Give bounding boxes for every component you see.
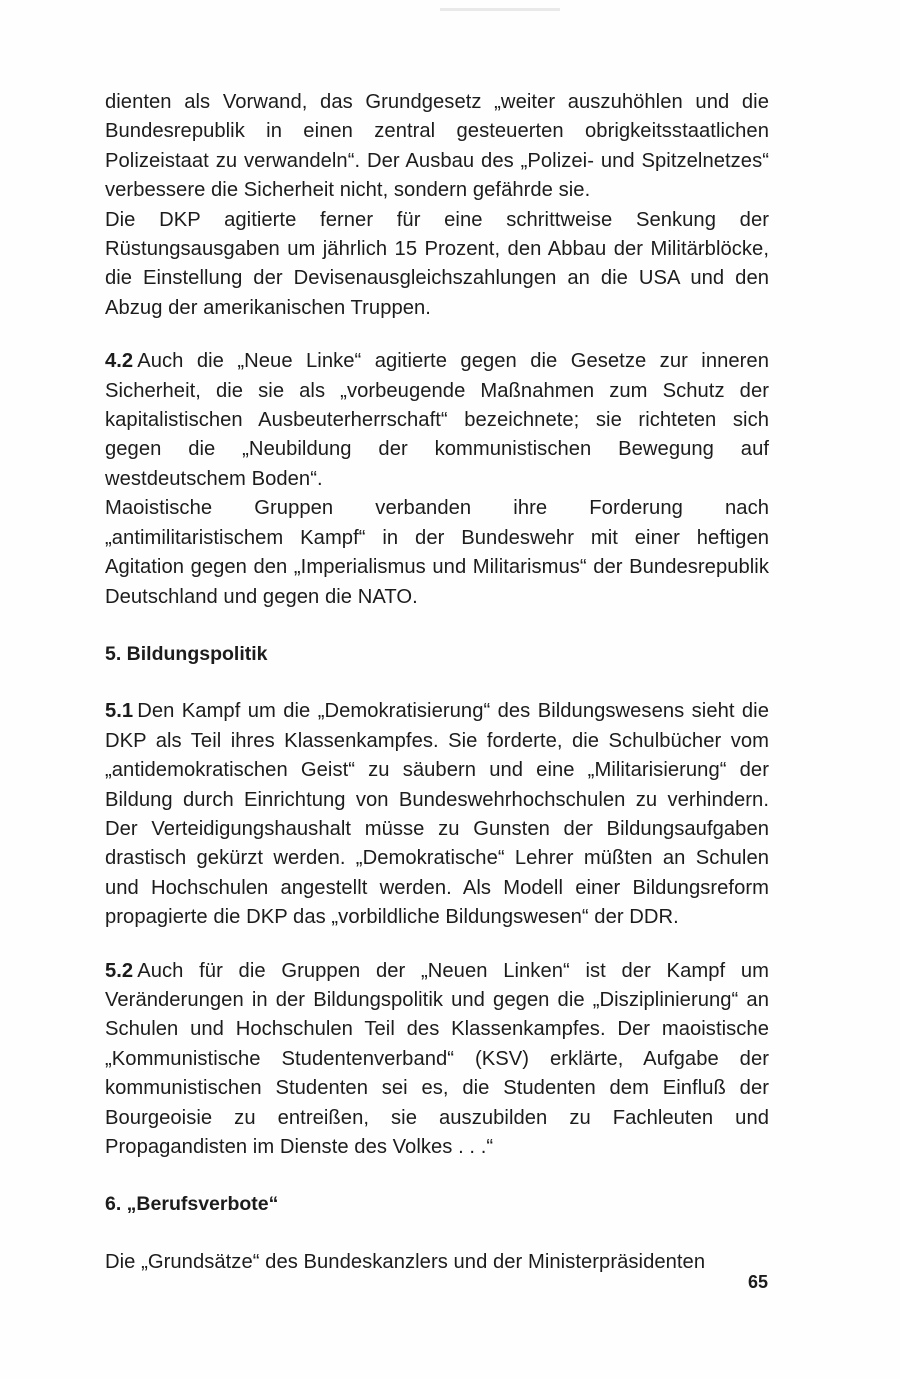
spacer — [105, 669, 769, 697]
paragraph-dkp-demands: Die DKP agitierte ferner für eine schrittweise Senkung der Rüstungsausgaben um jährlich 15 Prozent, den Abbau der Militärblöcke, die Einstellung der Devisenausgleichszahlungen an die USA und den Abzug der amerikanischen Truppen. — [105, 208, 769, 319]
section-5-2-text: Auch für die Gruppen der „Neuen Linken“ ist der Kampf um Veränderungen in der Bildungspolitik und gegen die „Disziplinierung“ an Schulen und Hochschulen Teil des Klassenkampfes. Der maoistische „Kommunistische Studentenverband“ (KSV) erklärte, Aufgabe der kommunistischen Studenten sei es, die Studenten dem Einfluß der Bourgeoisie zu entreißen, sie auszubilden zu Fachleuten und Propagandisten im Dienste des Volkes . . .“ — [105, 959, 769, 1158]
section-number: 4.2 — [105, 350, 134, 373]
text-column — [105, 88, 769, 1277]
section-4-2 — [105, 347, 769, 494]
spacer — [105, 933, 769, 957]
paragraph-grundsaetze: Die „Grundsätze“ des Bundeskanzlers und der Ministerpräsidenten — [105, 1250, 706, 1273]
paragraph-maoist-groups: Maoistische Gruppen verbanden ihre Forderung nach „antimilitaristischem Kampf“ in der Bundeswehr mit einer heftigen Agitation gegen den „Imperialismus und Militarismus“ der Bundesrepublik Deutschland und gegen die NATO. — [105, 497, 769, 608]
section-4-2-text: Auch die „Neue Linke“ agitierte gegen die Gesetze zur inneren Sicherheit, die sie als „vorbeugende Maßnahmen zum Schutz der kapitalistischen Ausbeuterherrschaft“ bezeichnete; sie richteten sich gegen die „Neubildung der kommunistischen Bewegung auf westdeutschem Boden“. — [105, 350, 769, 490]
section-5-2 — [105, 957, 769, 1163]
page-number: 65 — [747, 1272, 768, 1292]
spacer — [105, 1162, 769, 1190]
scan-artifact — [440, 8, 560, 11]
section-number: 5.2 — [105, 959, 134, 982]
heading-berufsverbote: 6. „Berufsverbote“ — [105, 1193, 279, 1216]
spacer — [105, 1220, 769, 1248]
section-number: 5.1 — [105, 700, 134, 723]
section-5-1-text: Den Kampf um die „Demokratisierung“ des Bildungswesens sieht die DKP als Teil ihres Klassenkampfes. Sie forderte, die Schulbücher vom „antidemokratischen Geist“ zu säubern und eine „Militarisierung“ der Bildung durch Einrichtung von Bundeswehrhochschulen zu verhindern. Der Verteidigungshaushalt müsse zu Gunsten der Bildungsaufgaben drastisch gekürzt werden. „Demokratische“ Lehrer müßten an Schulen und Hochschulen angestellt werden. Als Modell einer Bildungsreform propagierte die DKP das „vorbildliche Bildungswesen“ der DDR. — [105, 700, 769, 929]
heading-bildungspolitik: 5. Bildungspolitik — [105, 642, 268, 665]
section-5-1 — [105, 697, 769, 932]
paragraph-intro: dienten als Vorwand, das Grundgesetz „weiter auszuhöhlen und die Bundesrepublik in einen zentral gesteuerten obrigkeitsstaatlichen Polizeistaat zu verwandeln“. Der Ausbau des „Polizei- und Spitzelnetzes“ verbessere die Sicherheit nicht, sondern gefährde sie. — [105, 91, 769, 202]
spacer — [105, 323, 769, 347]
spacer — [105, 612, 769, 640]
